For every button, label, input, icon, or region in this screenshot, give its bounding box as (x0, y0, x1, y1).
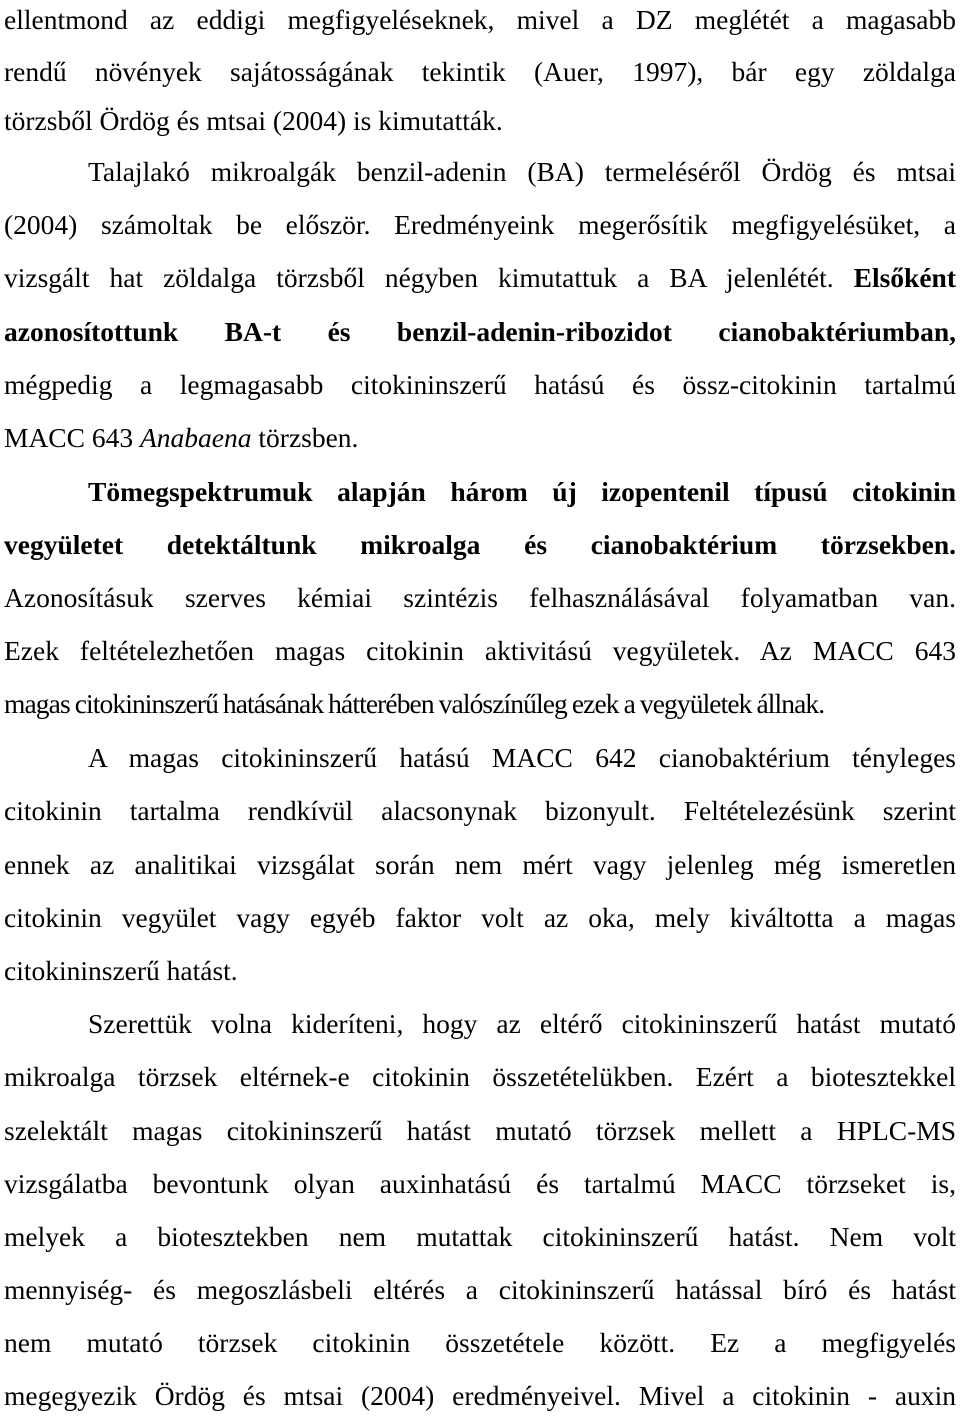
text-line: vizsgált hat zöldalga törzsből négyben kimutattuk a BA jelenlétét. Elsőként (4, 262, 956, 293)
text-line: törzsből Ördög és mtsai (2004) is kimutatták. (4, 105, 503, 136)
text-line: citokininszerű hatást. (4, 955, 238, 986)
text-line: mégpedig a legmagasabb citokininszerű hatású és össz-citokinin tartalmú (4, 369, 956, 400)
bold-phrase: Elsőként (853, 262, 956, 293)
text-line: vizsgálatba bevontunk olyan auxinhatású és tartalmú MACC törzseket is, (4, 1168, 956, 1199)
text-line: A magas citokininszerű hatású MACC 642 cianobaktérium tényleges (88, 742, 956, 773)
text-line: mikroalga törzsek eltérnek-e citokinin összetételükben. Ezért a biotesztekkel (4, 1061, 956, 1092)
text-line: szelektált magas citokininszerű hatást mutató törzsek mellett a HPLC-MS (4, 1115, 956, 1146)
text-line: MACC 643 Anabaena törzsben. (4, 422, 359, 453)
text-line: Talajlakó mikroalgák benzil-adenin (BA) termeléséről Ördög és mtsai (88, 156, 956, 187)
text-line: citokinin vegyület vagy egyéb faktor volt az oka, mely kiváltotta a magas (4, 902, 956, 933)
text-line: Tömegspektrumuk alapján három új izopentenil típusú citokinin (88, 476, 956, 507)
text-line: Szerettük volna kideríteni, hogy az eltérő citokininszerű hatást mutató (88, 1008, 956, 1039)
text-line: ellentmond az eddigi megfigyeléseknek, mivel a DZ meglétét a magasabb (4, 4, 956, 35)
text-line: melyek a biotesztekben nem mutattak citokininszerű hatást. Nem volt (4, 1221, 956, 1252)
text-line: megegyezik Ördög és mtsai (2004) eredményeivel. Mivel a citokinin - auxin (4, 1380, 956, 1411)
text-line: Azonosításuk szerves kémiai szintézis felhasználásával folyamatban van. (4, 582, 956, 613)
text-line: rendű növények sajátosságának tekintik (Auer, 1997), bár egy zöldalga (4, 56, 956, 87)
text-line: citokinin tartalma rendkívül alacsonynak bizonyult. Feltételezésünk szerint (4, 795, 956, 826)
italic-genus-name: Anabaena (140, 422, 252, 453)
text-line: mennyiség- és megoszlásbeli eltérés a citokininszerű hatással bíró és hatást (4, 1274, 956, 1305)
text-line: (2004) számoltak be először. Eredményeink megerősítik megfigyelésüket, a (4, 209, 956, 240)
text-line: Ezek feltételezhetően magas citokinin aktivitású vegyületek. Az MACC 643 (4, 635, 956, 666)
text-line: magas citokininszerű hatásának hátterében valószínűleg ezek a vegyületek állnak. (4, 688, 825, 719)
text-line: azonosítottunk BA-t és benzil-adenin-ribozidot cianobaktériumban, (4, 316, 956, 347)
text-line: nem mutató törzsek citokinin összetétele között. Ez a megfigyelés (4, 1327, 956, 1358)
text-line: ennek az analitikai vizsgálat során nem mért vagy jelenleg még ismeretlen (4, 849, 956, 880)
text-line: vegyületet detektáltunk mikroalga és cianobaktérium törzsekben. (4, 529, 956, 560)
